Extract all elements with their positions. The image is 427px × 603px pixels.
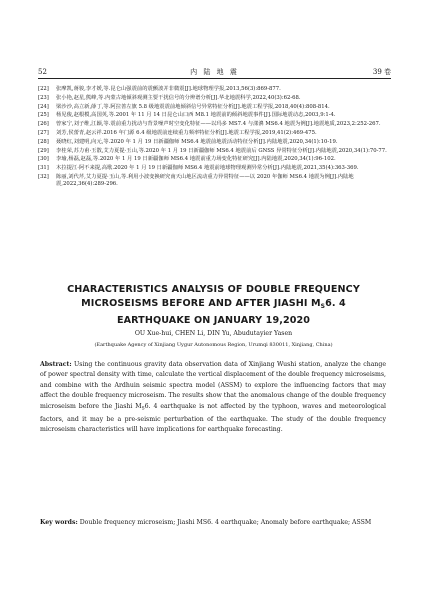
- abstract: [40, 360, 386, 435]
- reference-item: [38, 174, 394, 188]
- abstract-text-continued: 6. 4 earthquake is not affected by the typhoon, waves and meteorological factors, and it may be a pre-seismic perturbation of the earthquake. The study of the double frequency microseism characteristics will have implications for earthquake forecasting.: [40, 402, 386, 433]
- reference-item: [38, 104, 394, 111]
- reference-text: 李桂荣,苏力甫·玉散,艾力夏提·玉山,等.2020 年 1 月 19 日新疆伽师 MS6.4 地震前后 GNSS 异常特征分析[J].内陆地震,2020,34(1):70-77.: [56, 147, 387, 154]
- page-header: [38, 66, 391, 79]
- paper-title: [40, 283, 387, 328]
- keywords-label: Key words:: [40, 519, 78, 526]
- volume-label: 39 卷: [372, 68, 391, 76]
- reference-text: 陈丽,刘代芹,艾力夏提·玉山,等.利用小波变换研究南天山地区流动重力异常特征——以 2020 年伽师 MS6.4 地震为例[J].内陆地震,2022,36(4):289-296.: [56, 173, 354, 188]
- reference-number: [29]: [38, 147, 49, 154]
- reference-list: [38, 86, 394, 190]
- reference-item: [38, 139, 394, 146]
- reference-number: [25]: [38, 112, 49, 119]
- reference-number: [27]: [38, 129, 49, 136]
- page-number: 52: [38, 68, 47, 76]
- reference-number: [31]: [38, 165, 49, 172]
- title-line-2-text: MICROSEISMS BEFORE AND AFTER JIASHI M: [81, 298, 321, 309]
- title-line-1: CHARACTERISTICS ANALYSIS OF DOUBLE FREQUENCY: [67, 284, 360, 295]
- reference-item: [38, 95, 394, 102]
- reference-number: [32]: [38, 173, 49, 180]
- keywords: [40, 518, 424, 528]
- abstract-label: Abstract:: [40, 361, 72, 368]
- reference-text: 刘芳,侯蕾青,赵云祥.2016 年门源 6.4 级地震前连续重力频率特征分析[J].地震工程学报,2019,41(2):469-475.: [56, 129, 317, 136]
- title-subscript: S: [320, 303, 326, 310]
- reference-item: [38, 112, 394, 119]
- reference-text: 李瑜,杨磊,赵磊,等.2020 年 1 月 19 日新疆伽师 MS6.4 地震前重力场变化特征研究[J].内陆地震,2020,34(1):96-102.: [56, 156, 336, 163]
- reference-item: [38, 156, 394, 163]
- title-line-2: [40, 297, 387, 314]
- title-line-2-magnitude: 6. 4: [325, 298, 346, 309]
- reference-text: 曾家宁,刘子维,江颖,等.震前重力扰动与背景噪声时空变化特征——以玛多 MS7.4 与漾濞 MS6.4 地震为例[J].地震地质,2023,2:252-267.: [56, 121, 381, 128]
- reference-text: 张小艳,赵星,熊峰,等.内蒙古地倾斜观测主要干扰信号的分辨谱分析[J].华北地震科学,2022,40(3):62-68.: [56, 94, 301, 101]
- reference-item: [38, 86, 394, 93]
- reference-text: 木拉提江·阿不来提,高歌.2020 年 1 月 19 日新疆伽师 MS6.4 地震前地球物理观测异常分析[J].内陆地震,2021,35(4):363-369.: [56, 165, 359, 172]
- author-list: OU Xue-hui, CHEN Li, DIN Yu, Abudutayier Yasen: [134, 330, 293, 337]
- journal-title: 内 陆 地 震: [190, 68, 239, 76]
- reference-number: [23]: [38, 94, 49, 101]
- reference-item: [38, 165, 394, 172]
- reference-item: [38, 130, 394, 137]
- reference-text: 聂晓红,刘建明,向元,等.2020 年 1 月 19 日新疆伽师 MS6.4 地震前地震活动特征分析[J].内陆地震,2020,34(1):10-19.: [56, 138, 338, 145]
- keywords-text: Double frequency microseism; Jiashi MS6. 4 earthquake; Anomaly before earthquake; ASSM: [77, 519, 372, 526]
- abstract-subscript: S: [141, 406, 145, 412]
- reference-text: 张摩凯,蒋骏,李才媛,等.昆仑山强震前的震颤波并非微震[J].地球物理学报,2013,56(3):869-877.: [56, 86, 281, 92]
- reference-number: [22]: [38, 86, 49, 92]
- reference-text: 梁沙沙,高立新,薛丁,等.阿拉善左旗 5.8 级地震震前地倾斜信号异常特征分析[J].地震工程学报,2018,40(4):808-814.: [56, 103, 330, 110]
- reference-number: [24]: [38, 103, 49, 110]
- title-line-3: EARTHQUAKE ON JANUARY 19,2020: [116, 315, 311, 326]
- reference-item: [38, 148, 394, 155]
- affiliation: (Earthquake Agency of Xinjiang Uygur Autonomous Region, Urumqi 830011, Xinjiang, China): [94, 342, 333, 348]
- reference-number: [28]: [38, 138, 49, 145]
- reference-number: [26]: [38, 121, 49, 128]
- reference-text: 杨见俊,赵根模,高国英,等.2001 年 11 月 14 日昆仑山口西 M8.1 地震前的倾斜地震事件[J].国际地震动态,2003,9:1-4.: [56, 112, 336, 119]
- reference-item: [38, 121, 394, 128]
- reference-number: [30]: [38, 156, 49, 163]
- abstract-text: Using the continuous gravity data observation data of Xinjiang Wushi station, analyze the change of power spectral density with time, calculate the vertical displacement of the double frequency microseisms, and combine with the Ardhuin seismic spectra model (ASSM) to explore the influencing factors that may affect the double frequency microseism. The results show that the anomalous change of the double frequency microseism before the Jiashi M: [40, 361, 386, 410]
